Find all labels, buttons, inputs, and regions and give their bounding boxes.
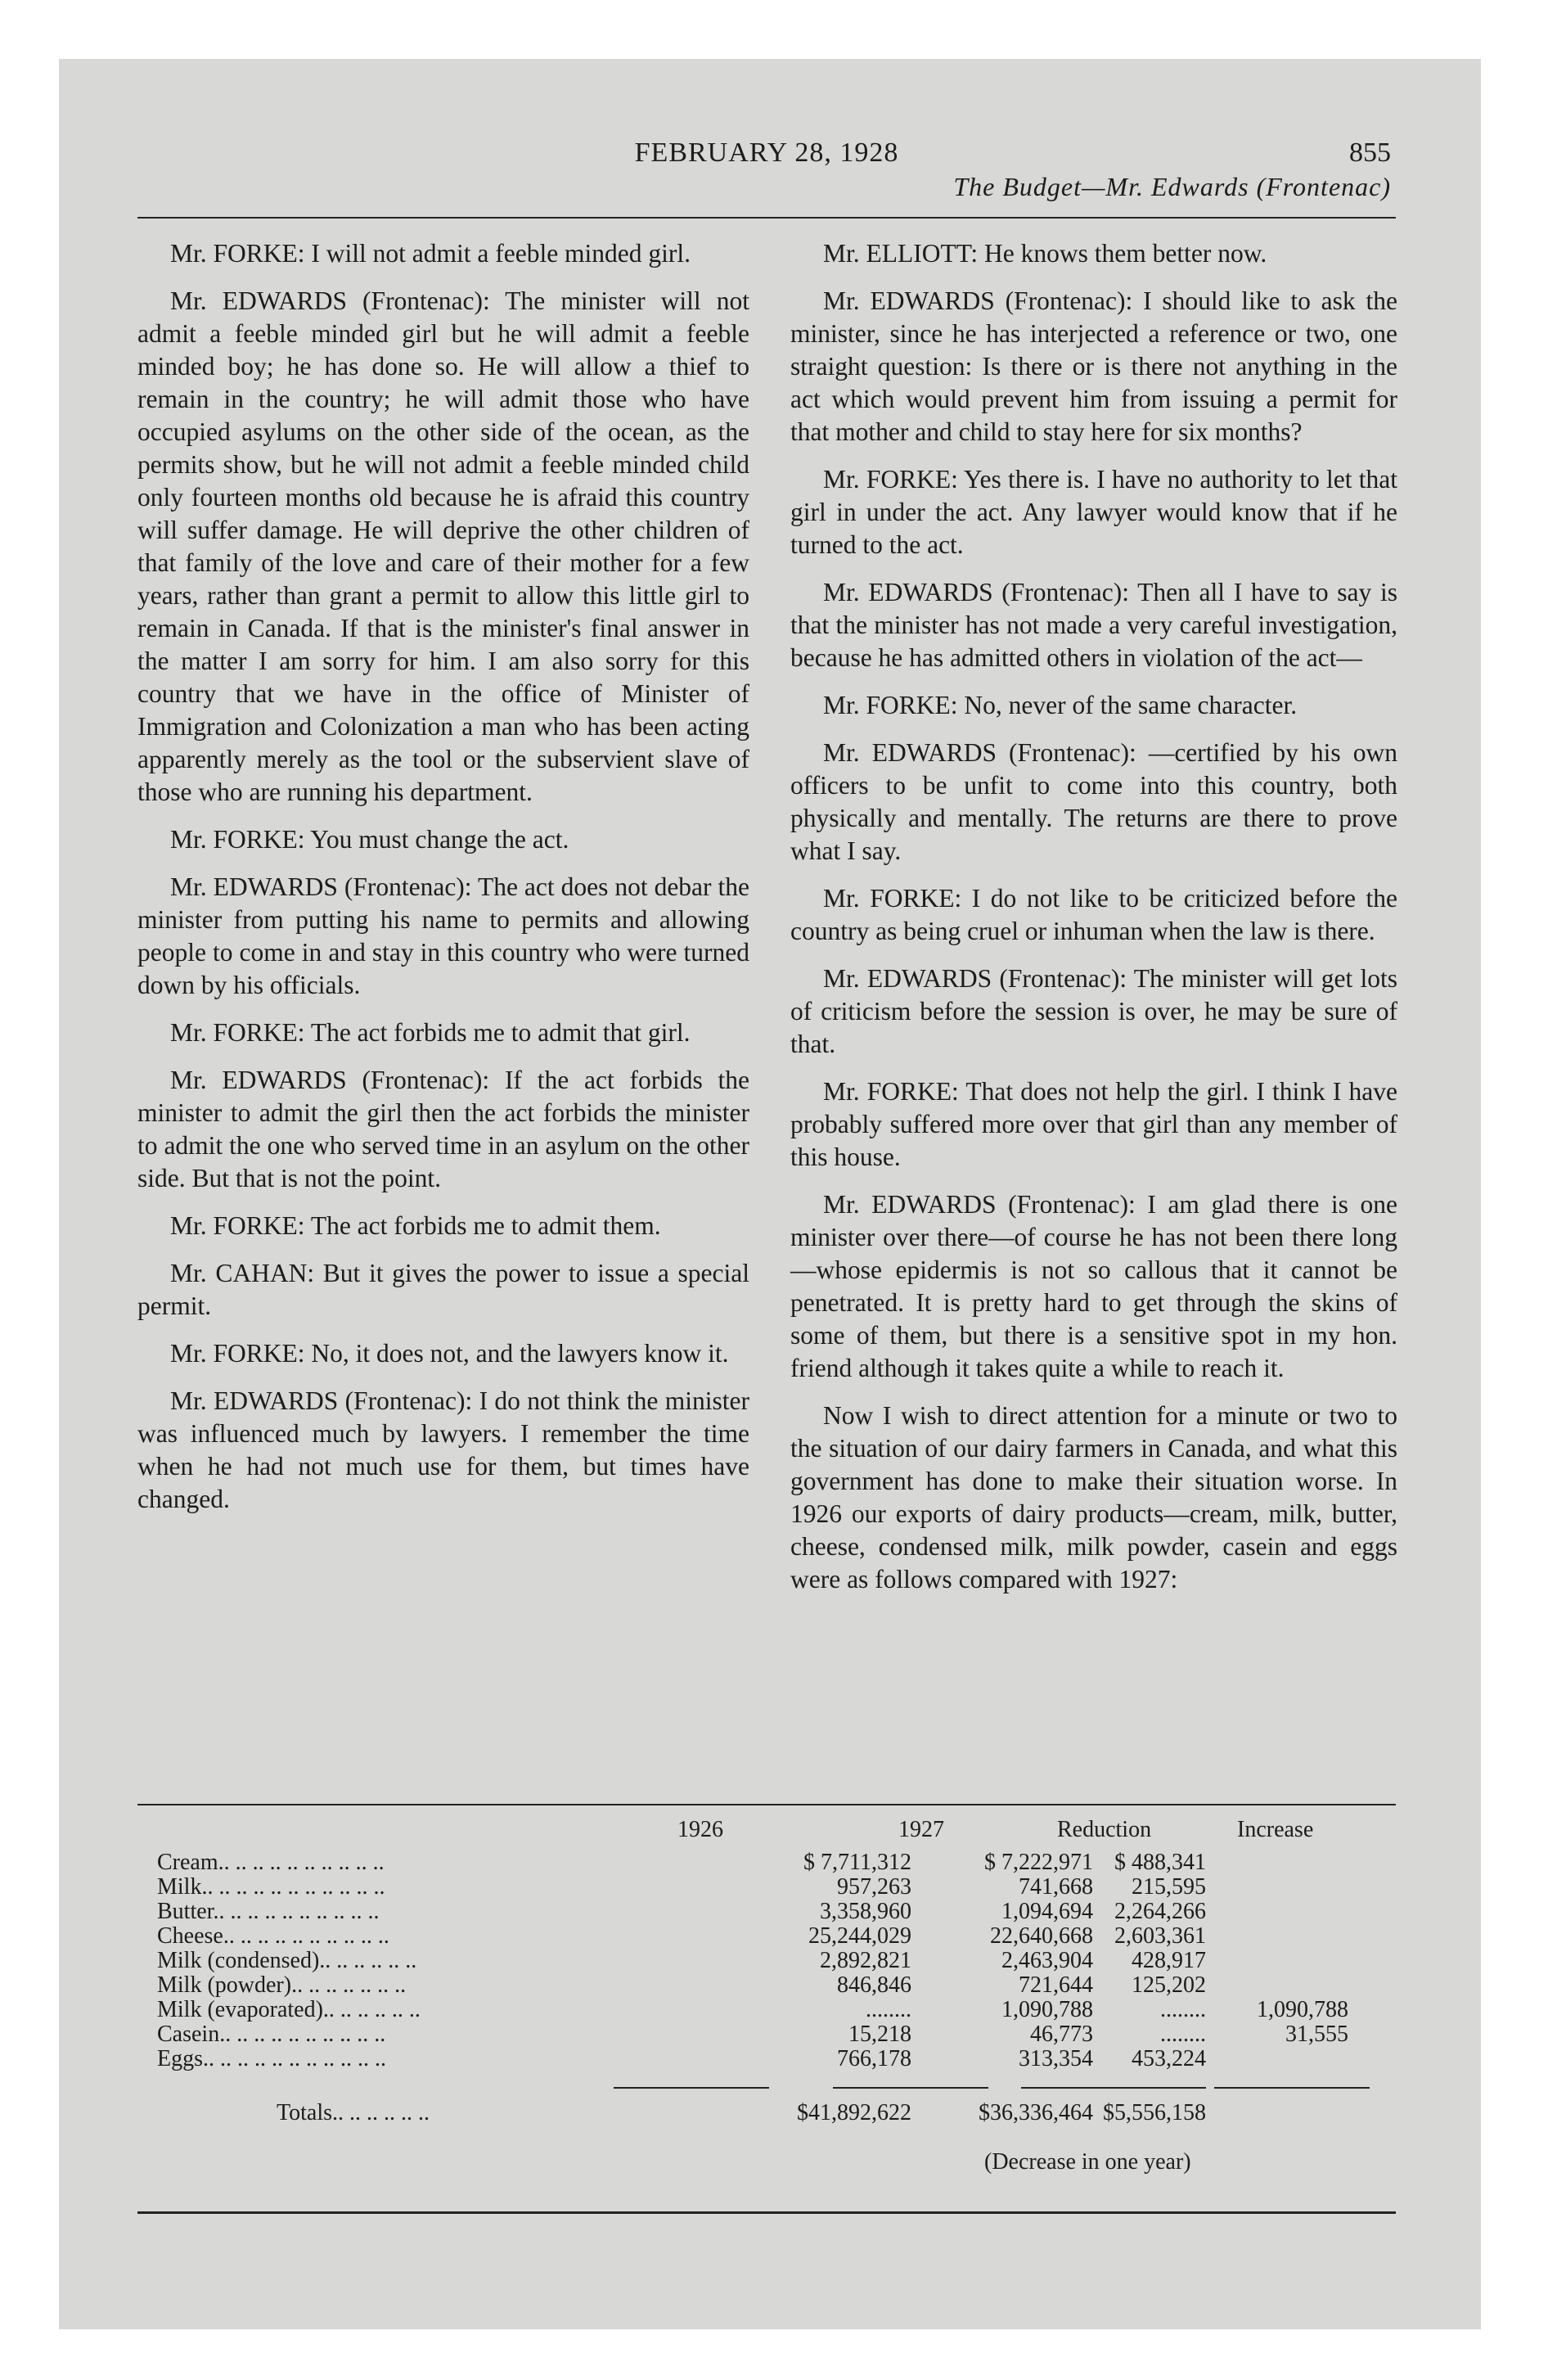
column-header-1926: 1926	[677, 1817, 723, 1842]
total-rule-increase	[1214, 2087, 1370, 2089]
row-label: Milk (powder).. .. .. .. .. .. ..	[157, 1972, 407, 1998]
value-reduction: 125,202	[1132, 1972, 1206, 1998]
value-1927: 721,644	[1019, 1972, 1093, 1998]
row-label: Butter.. .. .. .. .. .. .. .. .. ..	[157, 1899, 380, 1924]
paragraph: Mr. EDWARDS (Frontenac): I do not think the minister was influenced much by lawyers. I remember the time when he had not much use for them, but times have changed.	[137, 1386, 749, 1513]
page-number: 855	[1349, 137, 1391, 168]
value-reduction: 2,264,266	[1114, 1899, 1206, 1924]
column-header-reduction: Reduction	[1057, 1817, 1152, 1842]
row-label: Milk (condensed).. .. .. .. .. ..	[157, 1948, 417, 1973]
table-row	[137, 1997, 1396, 2022]
value-reduction: 428,917	[1132, 1948, 1206, 1973]
value-1927: 313,354	[1019, 2046, 1093, 2071]
paragraph: Mr. FORKE: The act forbids me to admit them.	[170, 1211, 661, 1240]
row-label: Cheese.. .. .. .. .. .. .. .. .. ..	[157, 1923, 389, 1949]
value-reduction: 453,224	[1132, 2046, 1206, 2071]
paragraph: Mr. EDWARDS (Frontenac): If the act forbids the minister to admit the girl then the act forbids the minister to admit the one who served time in an asylum on the other side. But that is not the point.	[137, 1066, 749, 1192]
row-label: Milk.. .. .. .. .. .. .. .. .. .. ..	[157, 1874, 385, 1900]
value-reduction: 215,595	[1132, 1874, 1206, 1900]
value-1926: $ 7,711,312	[803, 1850, 911, 1875]
page-date: FEBRUARY 28, 1928	[634, 137, 899, 168]
value-1927: $ 7,222,971	[984, 1850, 1093, 1875]
value-1926: 2,892,821	[820, 1948, 911, 1973]
value-1926: 3,358,960	[820, 1899, 911, 1924]
value-1926: 766,178	[837, 2046, 911, 2071]
value-reduction: ........	[1160, 1997, 1206, 2022]
paragraph: Mr. FORKE: No, never of the same character.	[823, 691, 1298, 719]
total-rule-reduction	[1021, 2087, 1206, 2089]
value-1927: 1,094,694	[1001, 1899, 1093, 1924]
paragraph: Mr. FORKE: You must change the act.	[170, 825, 569, 854]
value-1926: 957,263	[837, 1874, 911, 1900]
value-1926: ........	[866, 1997, 911, 2022]
dairy-exports-table	[137, 1817, 1396, 2193]
value-reduction: ........	[1160, 2022, 1206, 2047]
table-row	[137, 1972, 1396, 1997]
row-label: Eggs.. .. .. .. .. .. .. .. .. .. ..	[157, 2046, 386, 2071]
value-1926: 25,244,029	[808, 1923, 911, 1949]
row-label: Casein.. .. .. .. .. .. .. .. .. ..	[157, 2022, 386, 2047]
value-1926: 15,218	[848, 2022, 911, 2047]
table-row	[137, 1948, 1396, 1972]
total-reduction: $5,556,158	[1103, 2100, 1206, 2125]
column-header-1927: 1927	[898, 1817, 944, 1842]
row-label: Milk (evaporated).. .. .. .. .. ..	[157, 1997, 421, 2022]
table-top-rule	[137, 1804, 1396, 1805]
value-increase: 1,090,788	[1257, 1997, 1348, 2022]
table-row	[137, 2046, 1396, 2071]
totals-label: Totals.. .. .. .. .. ..	[277, 2100, 430, 2125]
row-label: Cream.. .. .. .. .. .. .. .. .. ..	[157, 1850, 385, 1875]
right-column	[790, 237, 1397, 1611]
paragraph: Mr. EDWARDS (Frontenac): —certified by his own officers to be unfit to come into this country, both physically and mentally. The returns are there to prove what I say.	[790, 738, 1397, 865]
table-row	[137, 1850, 1396, 1874]
paragraph: Mr. EDWARDS (Frontenac): Then all I have to say is that the minister has not made a very careful investigation, because he has admitted others in violation of the act—	[790, 578, 1397, 672]
paragraph: Mr. FORKE: No, it does not, and the lawyers know it.	[170, 1339, 729, 1368]
table-header-row	[137, 1817, 1396, 1841]
page-header	[137, 137, 1396, 211]
paragraph: Mr. EDWARDS (Frontenac): The minister will get lots of criticism before the session is over, he may be sure of that.	[790, 964, 1397, 1058]
running-head: The Budget—Mr. Edwards (Frontenac)	[953, 172, 1391, 201]
value-1927: 1,090,788	[1001, 1997, 1093, 2022]
total-rule-1926	[614, 2087, 769, 2089]
table-bottom-rule	[137, 2211, 1396, 2214]
total-1926: $41,892,622	[797, 2100, 911, 2125]
value-1927: 2,463,904	[1001, 1948, 1093, 1973]
paragraph: Mr. EDWARDS (Frontenac): I am glad there is one minister over there—of course he has not been there long—whose epidermis is not so callous that it cannot be penetrated. It is pretty hard to get through the skins of some of them, but there is a sensitive spot in my hon. friend although it takes quite a while to reach it.	[790, 1190, 1397, 1382]
value-1927: 22,640,668	[990, 1923, 1093, 1949]
total-rule-1927	[833, 2087, 988, 2089]
header-rule	[137, 217, 1396, 219]
paragraph: Mr. FORKE: I will not admit a feeble minded girl.	[170, 239, 691, 268]
value-1926: 846,846	[837, 1972, 911, 1998]
total-1927: $36,336,464	[979, 2100, 1093, 2125]
table-row	[137, 1923, 1396, 1948]
value-reduction: 2,603,361	[1114, 1923, 1206, 1949]
paragraph: Mr. FORKE: I do not like to be criticized before the country as being cruel or inhuman when the law is there.	[790, 884, 1397, 945]
table-row	[137, 2022, 1396, 2046]
paragraph: Mr. FORKE: The act forbids me to admit that girl.	[170, 1018, 691, 1047]
paragraph: Mr. CAHAN: But it gives the power to issue a special permit.	[137, 1259, 749, 1320]
paragraph: Mr. ELLIOTT: He knows them better now.	[823, 239, 1267, 268]
column-header-increase: Increase	[1237, 1817, 1314, 1842]
table-row	[137, 1874, 1396, 1899]
paragraph: Mr. EDWARDS (Frontenac): The minister will not admit a feeble minded girl but he will admit a feeble minded boy; he has done so. He will allow a thief to remain in the country; he will admit those who have occupied asylums on the other side of the ocean, as the permits show, but he will not admit a feeble minded child only fourteen months old because he is afraid this country will suffer damage. He will deprive the other children of that family of the love and care of their mother for a few years, rather than grant a permit to allow this little girl to remain in Canada. If that is the minister's final answer in the matter I am sorry for him. I am also sorry for this country that we have in the office of Minister of Immigration and Colonization a man who has been acting apparently merely as the tool or the subservient slave of those who are running his department.	[137, 286, 749, 806]
value-increase: 31,555	[1285, 2022, 1348, 2047]
paragraph: Now I wish to direct attention for a minute or two to the situation of our dairy farmers in Canada, and what this government has done to make their situation worse. In 1926 our exports of dairy products—cream, milk, butter, cheese, condensed milk, milk powder, casein and eggs were as follows compared with 1927:	[790, 1401, 1397, 1593]
left-column	[137, 237, 749, 1530]
totals-row	[137, 2100, 1396, 2125]
paragraph: Mr. EDWARDS (Frontenac): I should like to ask the minister, since he has interjected a reference or two, one straight question: Is there or is there not anything in the act which would prevent him from issuing a permit for that mother and child to stay here for six months?	[790, 286, 1397, 446]
table-row	[137, 1899, 1396, 1923]
paragraph: Mr. FORKE: Yes there is. I have no authority to let that girl in under the act. Any lawyer would know that if he turned to the act.	[790, 465, 1397, 559]
value-reduction: $ 488,341	[1114, 1850, 1206, 1875]
paragraph: Mr. EDWARDS (Frontenac): The act does not debar the minister from putting his name to permits and allowing people to come in and stay in this country who were turned down by his officials.	[137, 872, 749, 999]
value-1927: 741,668	[1019, 1874, 1093, 1900]
decrease-note: (Decrease in one year)	[984, 2149, 1191, 2175]
paragraph: Mr. FORKE: That does not help the girl. I think I have probably suffered more over that girl than any member of this house.	[790, 1077, 1397, 1171]
value-1927: 46,773	[1030, 2022, 1093, 2047]
